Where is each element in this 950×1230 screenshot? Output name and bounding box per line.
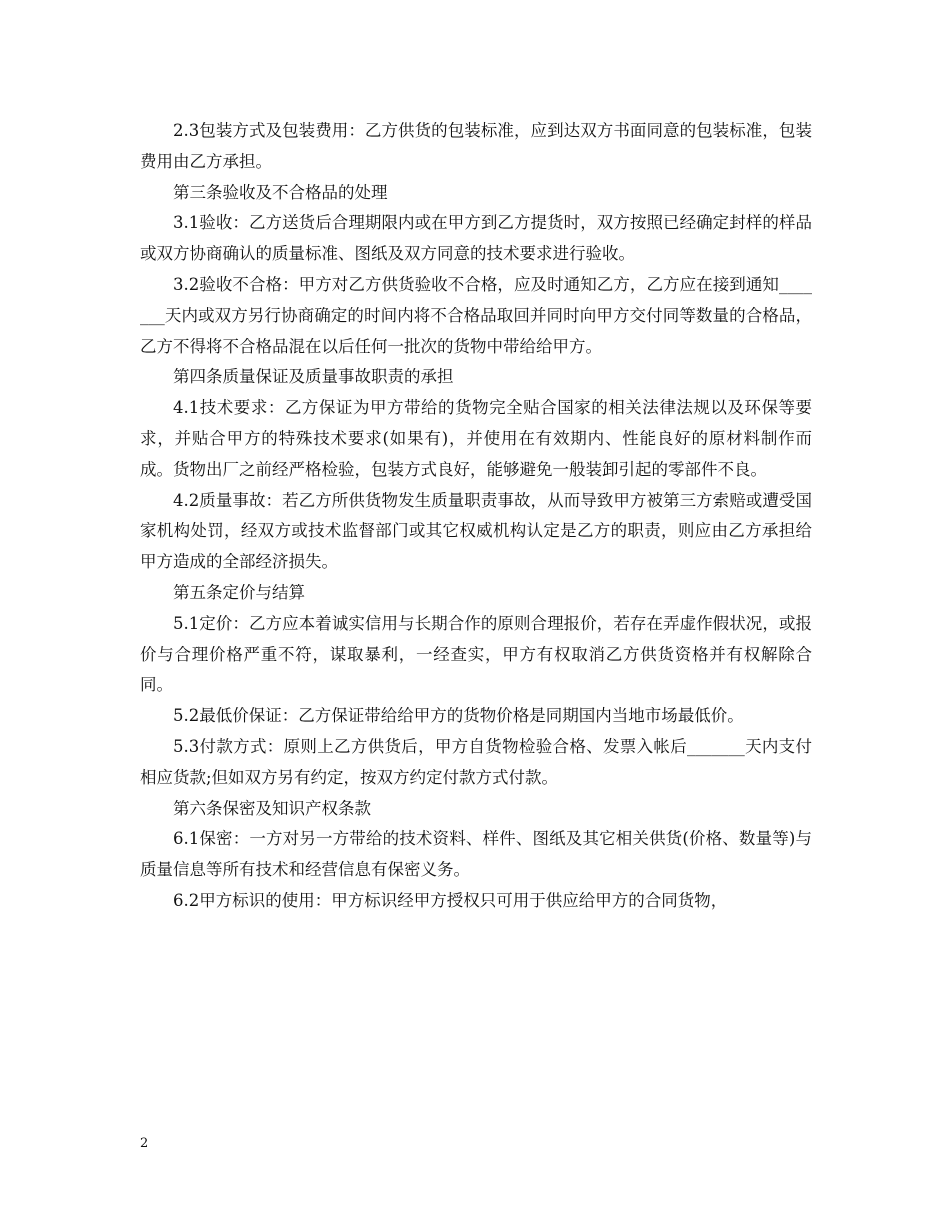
- clause-3-1-inspection: 3.1验收：乙方送货后合理期限内或在甲方到乙方提货时，双方按照已经确定封样的样品或双方协商确认的质量标准、图纸及双方同意的技术要求进行验收。: [140, 213, 812, 264]
- clause-6-1-confidentiality: 6.1保密：一方对另一方带给的技术资料、样件、图纸及其它相关供货(价格、数量等)与质量信息等所有技术和经营信息有保密义务。: [140, 829, 812, 880]
- article-5-heading: 第五条定价与结算: [173, 582, 305, 602]
- page-number: 2: [140, 1136, 149, 1151]
- clause-4-2-quality-accident: 4.2质量事故：若乙方所供货物发生质量职责事故，从而导致甲方被第三方索赔或遭受国家机构处罚，经双方或技术监督部门或其它权威机构认定是乙方的职责，则应由乙方承担给甲方造成的全部经济损失。: [140, 490, 812, 572]
- document-body: [140, 116, 812, 917]
- clause-4-1-technical-requirements: 4.1技术要求：乙方保证为甲方带给的货物完全贴合国家的相关法律法规以及环保等要求，并贴合甲方的特殊技术要求(如果有)，并使用在有效期内、性能良好的原材料制作而成。货物出厂之前经严格检验，包装方式良好，能够避免一般装卸引起的零部件不良。: [140, 398, 812, 479]
- clause-5-1-pricing: 5.1定价：乙方应本着诚实信用与长期合作的原则合理报价，若存在弄虚作假状况，或报价与合理价格严重不符，谋取暴利，一经查实，甲方有权取消乙方供货资格并有权解除合同。: [140, 613, 812, 695]
- clause-5-2-lowest-price: 5.2最低价保证：乙方保证带给给甲方的货物价格是同期国内当地市场最低价。: [173, 706, 744, 726]
- clause-3-2-nonconforming: 3.2验收不合格：甲方对乙方供货验收不合格，应及时通知乙方，乙方应在接到通知_______天内或双方另行协商确定的时间内将不合格品取回并同时向甲方交付同等数量的合格品，乙方不得将不合格品混在以后任何一批次的货物中带给给甲方。: [140, 274, 812, 356]
- clause-2-3-packaging: 2.3包装方式及包装费用：乙方供货的包装标准，应到达双方书面同意的包装标准，包装费用由乙方承担。: [140, 121, 812, 171]
- article-6-heading: 第六条保密及知识产权条款: [173, 798, 371, 818]
- article-3-heading: 第三条验收及不合格品的处理: [173, 182, 388, 202]
- article-4-heading: 第四条质量保证及质量事故职责的承担: [173, 367, 454, 387]
- clause-5-3-payment: 5.3付款方式：原则上乙方供货后，甲方自货物检验合格、发票入帐后_______天内支付相应货款;但如双方另有约定，按双方约定付款方式付款。: [140, 736, 812, 787]
- clause-6-2-trademark-use: 6.2甲方标识的使用：甲方标识经甲方授权只可用于供应给甲方的合同货物，: [173, 890, 728, 910]
